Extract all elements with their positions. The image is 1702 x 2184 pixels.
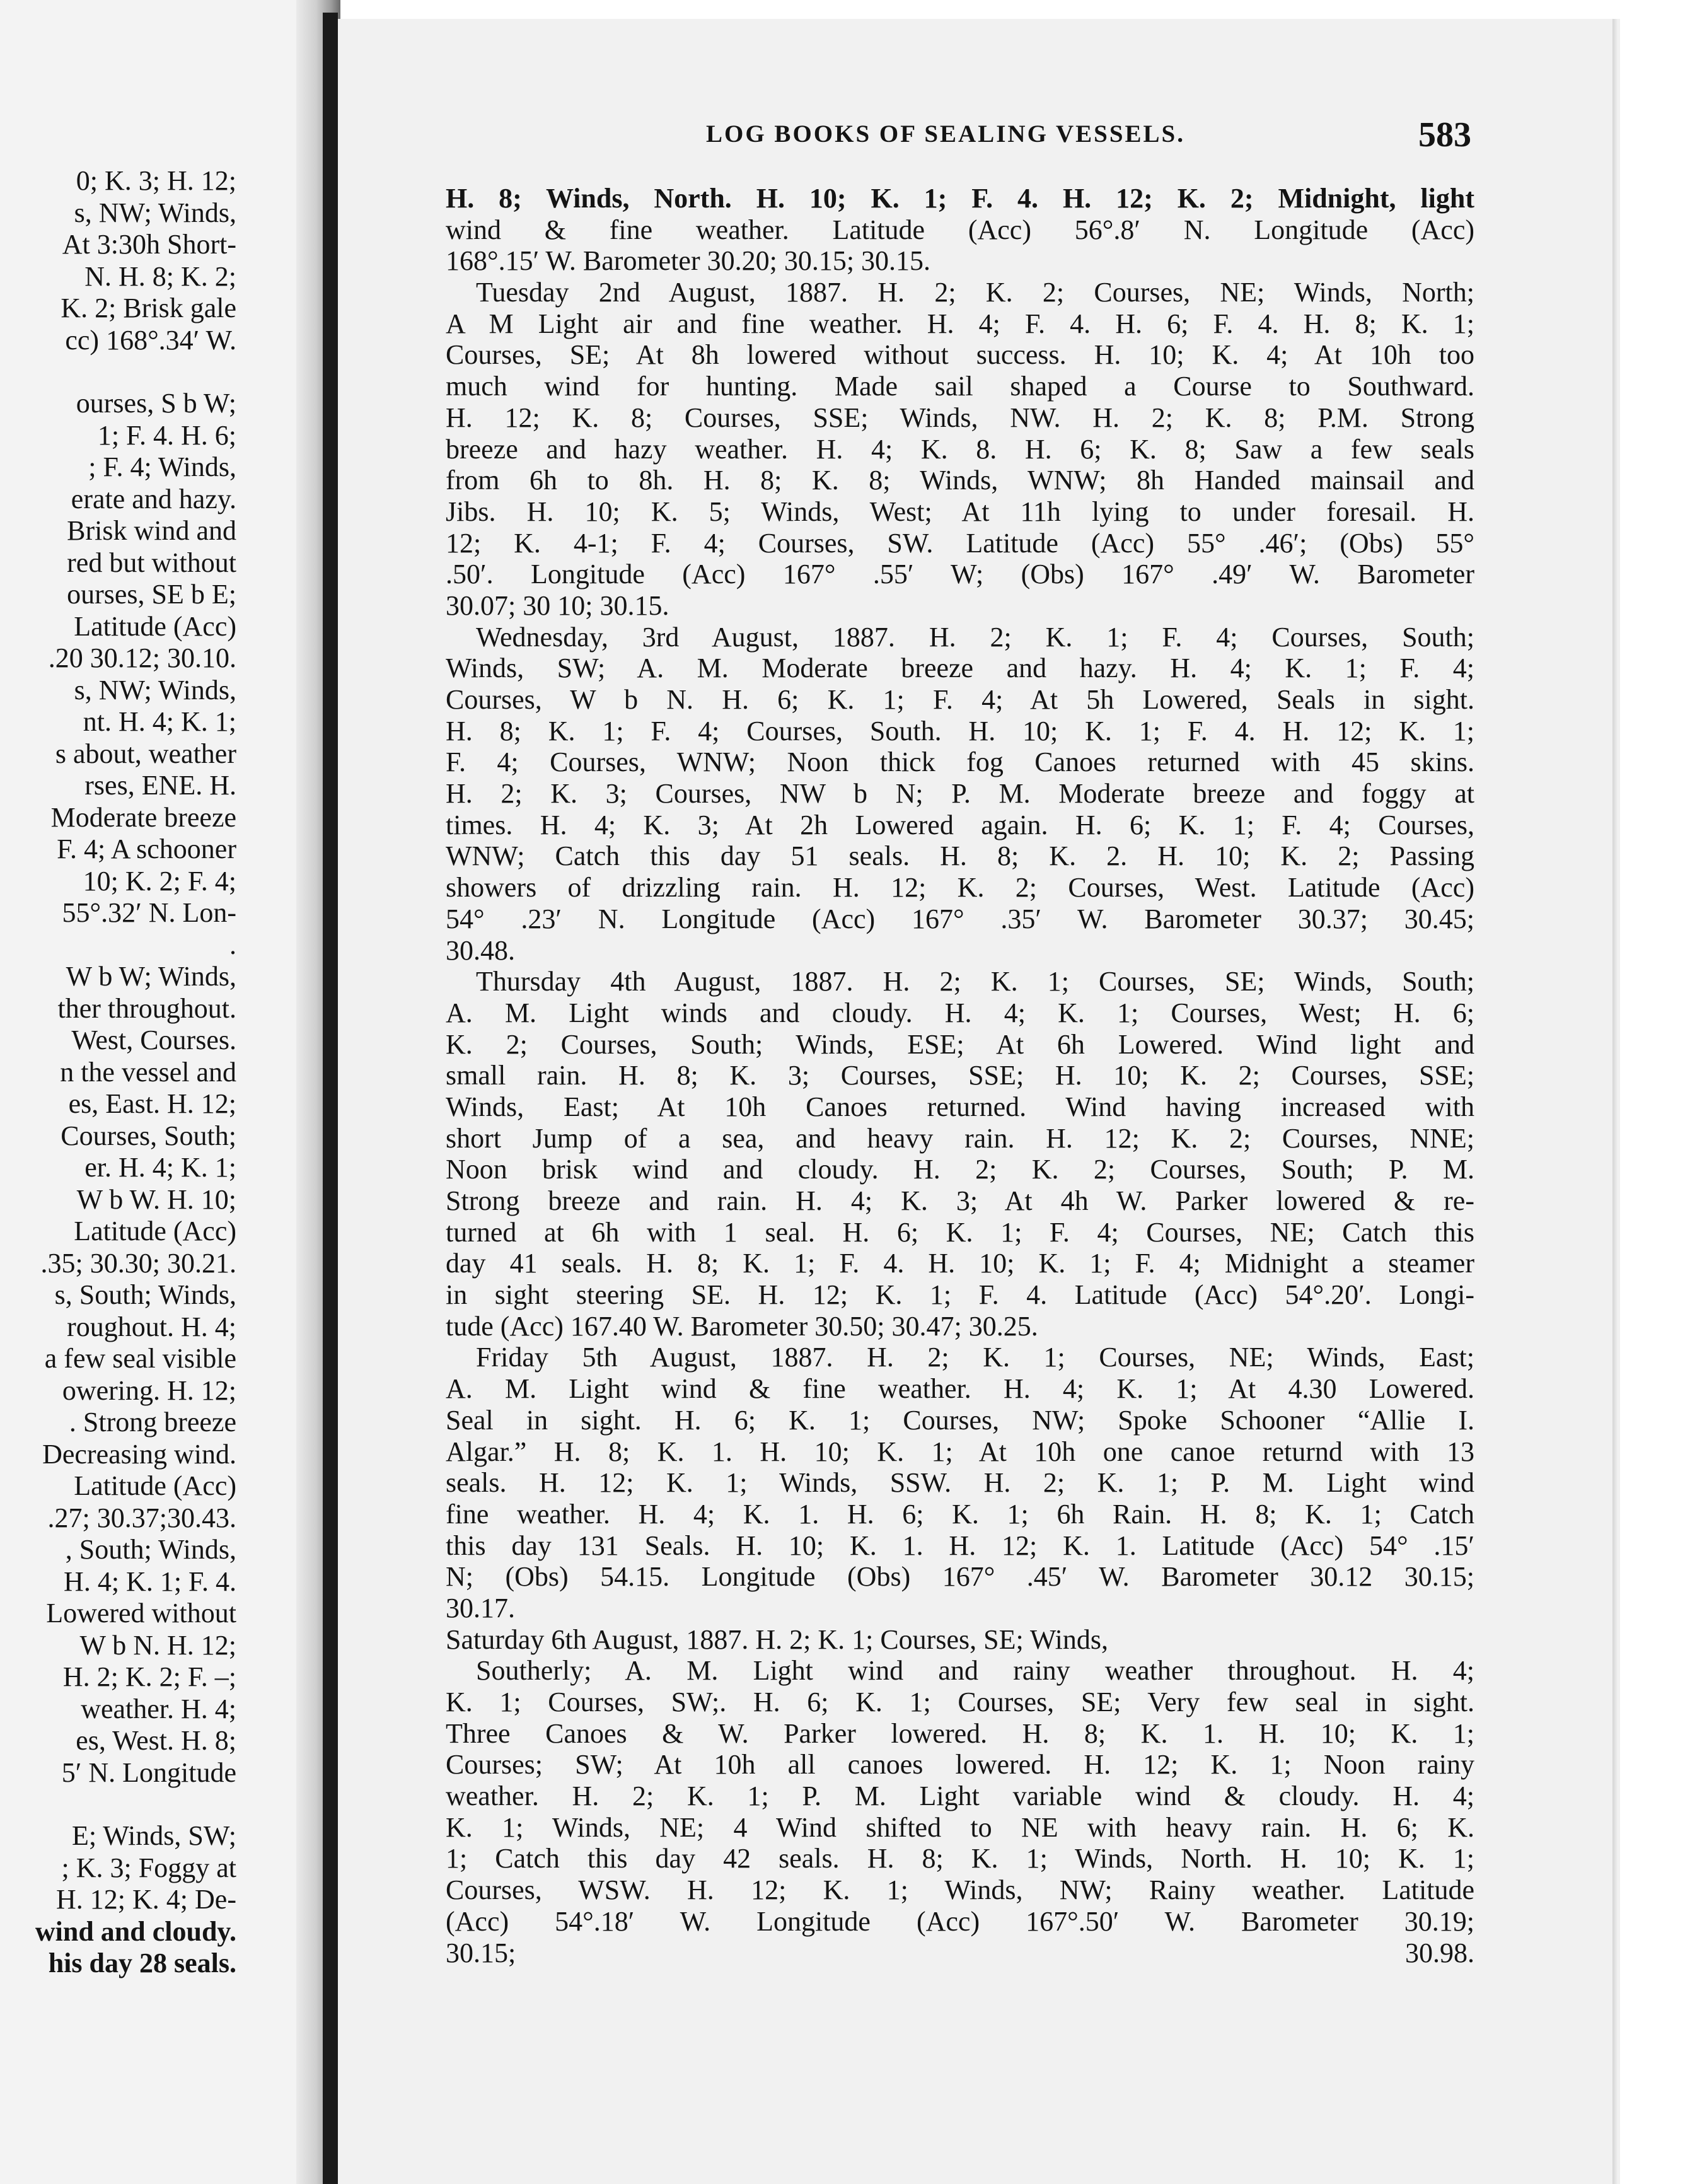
left-page-line: H. 2; K. 2; F. –; xyxy=(62,1661,236,1692)
left-page-line: ; K. 3; Foggy at xyxy=(61,1852,236,1883)
text-line: H. 8; K. 1; F. 4; Courses, South. H. 10; K. 1; F. 4. H. 12; K. 1; xyxy=(446,715,1474,746)
left-page-line: s, NW; Winds, xyxy=(74,674,236,706)
text-line: day 41 seals. H. 8; K. 1; F. 4. H. 10; K. 1; F. 4; Midnight a steamer xyxy=(446,1248,1474,1279)
left-page-line: Moderate breeze xyxy=(50,801,236,833)
text-line: 12; K. 4-1; F. 4; Courses, SW. Latitude (Acc) 55° .46′; (Obs) 55° xyxy=(446,527,1474,559)
text-line: K. 1; Courses, SW;. H. 6; K. 1; Courses, SE; Very few seal in sight. xyxy=(446,1687,1474,1717)
text-line: Noon brisk wind and cloudy. H. 2; K. 2; Courses, South; P. M. xyxy=(446,1154,1474,1185)
left-page-line: er. H. 4; K. 1; xyxy=(84,1152,236,1183)
left-page-gap xyxy=(0,1789,236,1820)
text-line: times. H. 4; K. 3; At 2h Lowered again. H. 6; K. 1; F. 4; Courses, xyxy=(446,809,1474,840)
left-page-line: H. 12; K. 4; De- xyxy=(56,1884,236,1915)
left-page-line: K. 2; Brisk gale xyxy=(61,293,236,323)
left-page-line: s, NW; Winds, xyxy=(74,197,236,228)
left-page-line: F. 4; A schooner xyxy=(57,834,236,864)
log-entries-text xyxy=(446,183,1474,1968)
left-page-line: his day 28 seals. xyxy=(48,1948,236,1978)
text-line: wind & fine weather. Latitude (Acc) 56°.8′ N. Longitude (Acc) xyxy=(446,214,1474,245)
text-line: Courses, SE; At 8h lowered without success. H. 10; K. 4; At 10h too xyxy=(446,339,1474,371)
text-line: this day 131 Seals. H. 10; K. 1. H. 12; K. 1. Latitude (Acc) 54° .15′ xyxy=(446,1530,1474,1561)
text-line: F. 4; Courses, WNW; Noon thick fog Canoes returned with 45 skins. xyxy=(446,746,1474,778)
text-line: Winds, SW; A. M. Moderate breeze and hazy. H. 4; K. 1; F. 4; xyxy=(446,653,1474,684)
text-line: 1; Catch this day 42 seals. H. 8; K. 1; Winds, North. H. 10; K. 1; xyxy=(446,1843,1474,1874)
left-page-line: 10; K. 2; F. 4; xyxy=(83,865,236,897)
text-line: Friday 5th August, 1887. H. 2; K. 1; Courses, NE; Winds, East; xyxy=(476,1342,1474,1373)
left-page-line: W b W; Winds, xyxy=(66,961,236,992)
left-page-line: H. 4; K. 1; F. 4. xyxy=(64,1565,236,1597)
text-line: 54° .23′ N. Longitude (Acc) 167° .35′ W. Barometer 30.37; 30.45; xyxy=(446,903,1474,934)
left-page-line: roughout. H. 4; xyxy=(67,1311,236,1342)
left-page-gap xyxy=(0,356,236,388)
text-line: K. 2; Courses, South; Winds, ESE; At 6h Lowered. Wind light and xyxy=(446,1028,1474,1060)
left-page-line: owering. H. 12; xyxy=(62,1374,236,1406)
left-page-line: .27; 30.37;30.43. xyxy=(47,1502,236,1533)
text-line: from 6h to 8h. H. 8; K. 8; Winds, WNW; 8h Handed mainsail and xyxy=(446,465,1474,496)
left-page-line: Lowered without xyxy=(46,1598,236,1629)
text-line: small rain. H. 8; K. 3; Courses, SSE; H. 10; K. 2; Courses, SSE; xyxy=(446,1060,1474,1091)
left-page-text-fragments xyxy=(0,165,236,1980)
left-page-line: . Strong breeze xyxy=(69,1407,236,1438)
left-page-line: weather. H. 4; xyxy=(81,1693,236,1724)
text-line: Wednesday, 3rd August, 1887. H. 2; K. 1; F. 4; Courses, South; xyxy=(476,621,1474,653)
left-page-line: 55°.32′ N. Lon- xyxy=(62,897,236,928)
left-page-line: .20 30.12; 30.10. xyxy=(48,642,236,673)
left-page-line: red but without xyxy=(67,547,236,578)
text-line: fine weather. H. 4; K. 1. H. 6; K. 1; 6h Rain. H. 8; K. 1; Catch xyxy=(446,1498,1474,1530)
text-line: short Jump of a sea, and heavy rain. H. 12; K. 2; Courses, NNE; xyxy=(446,1122,1474,1154)
text-line: turned at 6h with 1 seal. H. 6; K. 1; F. 4; Courses, NE; Catch this xyxy=(446,1216,1474,1248)
running-header: LOG BOOKS OF SEALING VESSELS. xyxy=(706,120,1185,148)
left-page-line: ourses, S b W; xyxy=(76,388,236,419)
left-page-line: At 3:30h Short- xyxy=(62,229,236,260)
text-line: .50′. Longitude (Acc) 167° .55′ W; (Obs) 167° .49′ W. Barometer xyxy=(446,559,1474,590)
text-line: N; (Obs) 54.15. Longitude (Obs) 167° .45′ W. Barometer 30.12 30.15; xyxy=(446,1561,1474,1593)
left-page-line: erate and hazy. xyxy=(71,483,236,514)
right-page-edge xyxy=(1612,19,1618,2184)
left-page-line: Decreasing wind. xyxy=(42,1438,236,1470)
text-line: Jibs. H. 10; K. 5; Winds, West; At 11h lying to under foresail. H. xyxy=(446,496,1474,527)
text-line: showers of drizzling rain. H. 12; K. 2; Courses, West. Latitude (Acc) xyxy=(446,872,1474,903)
left-page-line: a few seal visible xyxy=(44,1343,236,1374)
text-line: in sight steering SE. H. 12; K. 1; F. 4. Latitude (Acc) 54°.20′. Longi- xyxy=(446,1279,1474,1311)
left-page-line: 5′ N. Longitude xyxy=(61,1757,236,1788)
text-line: A. M. Light wind & fine weather. H. 4; K. 1; At 4.30 Lowered. xyxy=(446,1373,1474,1405)
page-number: 583 xyxy=(1418,115,1471,154)
left-page-line: W b W. H. 10; xyxy=(76,1183,236,1215)
text-line: H. 2; K. 3; Courses, NW b N; P. M. Moderate breeze and foggy at xyxy=(446,778,1474,810)
left-page-line: E; Winds, SW; xyxy=(71,1820,236,1851)
text-line: A. M. Light winds and cloudy. H. 4; K. 1; Courses, West; H. 6; xyxy=(446,997,1474,1028)
text-line: A M Light air and fine weather. H. 4; F. 4. H. 6; F. 4. H. 8; K. 1; xyxy=(446,308,1474,339)
left-page-line: , South; Winds, xyxy=(65,1534,236,1565)
text-line: Three Canoes & W. Parker lowered. H. 8; K. 1. H. 10; K. 1; xyxy=(446,1717,1474,1749)
left-page-line: Courses, South; xyxy=(61,1120,236,1151)
left-page-line: Brisk wind and xyxy=(67,515,236,546)
text-line: 30.07; 30 10; 30.15. xyxy=(446,590,669,621)
left-page-line: rses, ENE. H. xyxy=(84,770,236,801)
left-page-line: . xyxy=(229,929,236,960)
left-page-line: .35; 30.30; 30.21. xyxy=(40,1247,236,1279)
left-page-line: cc) 168°.34′ W. xyxy=(65,324,236,356)
text-line: K. 1; Winds, NE; 4 Wind shifted to NE with heavy rain. H. 6; K. xyxy=(446,1811,1474,1843)
text-line: much wind for hunting. Made sail shaped a Course to Southward. xyxy=(446,371,1474,402)
text-line: Courses, WSW. H. 12; K. 1; Winds, NW; Rainy weather. Latitude xyxy=(446,1874,1474,1906)
left-page-line: N. H. 8; K. 2; xyxy=(84,260,236,292)
text-line: weather. H. 2; K. 1; P. M. Light variable wind & cloudy. H. 4; xyxy=(446,1780,1474,1812)
text-line: 30.15; 30.98. xyxy=(446,1937,1474,1968)
text-line: Southerly; A. M. Light wind and rainy weather throughout. H. 4; xyxy=(476,1655,1474,1687)
left-page-line: ; F. 4; Winds, xyxy=(88,451,236,482)
left-page-line: 0; K. 3; H. 12; xyxy=(76,165,236,196)
text-line: Algar.” H. 8; K. 1. H. 10; K. 1; At 10h one canoe returnd with 13 xyxy=(446,1436,1474,1467)
text-line: (Acc) 54°.18′ W. Longitude (Acc) 167°.50′ W. Barometer 30.19; xyxy=(446,1905,1474,1937)
left-page-line: Latitude (Acc) xyxy=(74,1216,236,1246)
text-line: tude (Acc) 167.40 W. Barometer 30.50; 30.47; 30.25. xyxy=(446,1310,1038,1342)
left-page-line: n the vessel and xyxy=(60,1056,236,1088)
text-line: 30.17. xyxy=(446,1592,515,1623)
book-gutter xyxy=(323,13,338,2184)
left-page-line: es, East. H. 12; xyxy=(68,1088,236,1119)
text-line: Strong breeze and rain. H. 4; K. 3; At 4h W. Parker lowered & re- xyxy=(446,1185,1474,1216)
text-line: Saturday 6th August, 1887. H. 2; K. 1; Courses, SE; Winds, xyxy=(446,1623,1108,1655)
left-page-line: es, West. H. 8; xyxy=(76,1725,236,1756)
text-line: Winds, East; At 10h Canoes returned. Wind having increased with xyxy=(446,1091,1474,1122)
text-line: Courses; SW; At 10h all canoes lowered. H. 12; K. 1; Noon rainy xyxy=(446,1749,1474,1780)
left-page-line: s about, weather xyxy=(55,738,236,769)
text-line: 168°.15′ W. Barometer 30.20; 30.15; 30.15. xyxy=(446,245,931,277)
text-line: 30.48. xyxy=(446,934,515,966)
scan-margin xyxy=(1620,19,1702,2184)
left-page-line: s, South; Winds, xyxy=(54,1279,236,1310)
left-page-line: Latitude (Acc) xyxy=(74,610,236,642)
left-page-line: ther throughout. xyxy=(57,992,236,1024)
text-line: breeze and hazy weather. H. 4; K. 8. H. 6; K. 8; Saw a few seals xyxy=(446,433,1474,465)
left-page-line: Latitude (Acc) xyxy=(74,1470,236,1501)
left-page-line: nt. H. 4; K. 1; xyxy=(83,706,236,737)
text-line: H. 8; Winds, North. H. 10; K. 1; F. 4. H. 12; K. 2; Midnight, light xyxy=(446,183,1474,214)
text-line: seals. H. 12; K. 1; Winds, SSW. H. 2; K. 1; P. M. Light wind xyxy=(446,1467,1474,1499)
text-line: WNW; Catch this day 51 seals. H. 8; K. 2. H. 10; K. 2; Passing xyxy=(446,840,1474,872)
text-line: Thursday 4th August, 1887. H. 2; K. 1; Courses, SE; Winds, South; xyxy=(476,966,1474,997)
text-line: H. 12; K. 8; Courses, SSE; Winds, NW. H. 2; K. 8; P.M. Strong xyxy=(446,402,1474,433)
left-page-line: W b N. H. 12; xyxy=(79,1629,236,1661)
left-page-line: 1; F. 4. H. 6; xyxy=(97,419,236,451)
text-line: Courses, W b N. H. 6; K. 1; F. 4; At 5h Lowered, Seals in sight. xyxy=(446,684,1474,715)
text-line: Tuesday 2nd August, 1887. H. 2; K. 2; Courses, NE; Winds, North; xyxy=(476,277,1474,308)
text-line: Seal in sight. H. 6; K. 1; Courses, NW; Spoke Schooner “Allie I. xyxy=(446,1404,1474,1436)
left-page-line: ourses, SE b E; xyxy=(67,579,236,610)
left-page-line: West, Courses. xyxy=(71,1025,236,1055)
left-page-line: wind and cloudy. xyxy=(35,1915,236,1947)
